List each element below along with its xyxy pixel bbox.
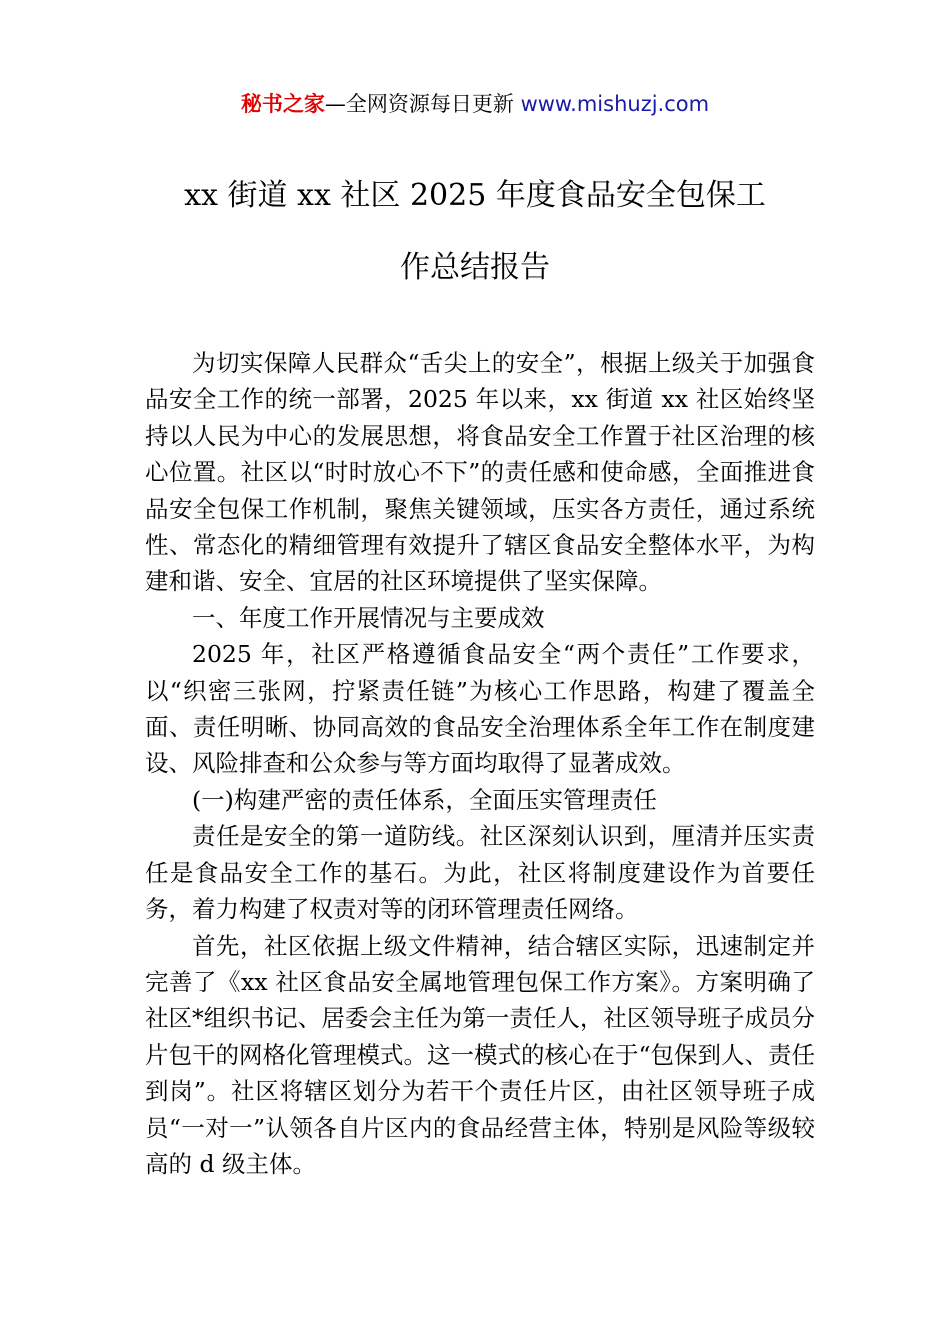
intro-paragraph: 为切实保障人民群众“舌尖上的安全”，根据上级关于加强食品安全工作的统一部署，2025 年以来，xx 街道 xx 社区始终坚持以人民为中心的发展思想，将食品安全工作置于社区治理的核心位置。社区以“时时放心不下”的责任感和使命感，全面推进食品安全包保工作机制，聚焦关键领域，压实各方责任，通过系统性、常态化的精细管理有效提升了辖区食品安全整体水平，为构建和谐、安全、宜居的社区环境提供了坚实保障。: [145, 349, 815, 596]
subsection-1-paragraph-2: 首先，社区依据上级文件精神，结合辖区实际，迅速制定并完善了《xx 社区食品安全属地管理包保工作方案》。方案明确了社区*组织书记、居委会主任为第一责任人，社区领导班子成员分片包干的网格化管理模式。这一模式的核心在于“包保到人、责任到岗”。社区将辖区划分为若干个责任片区，由社区领导班子成员“一对一”认领各自片区内的食品经营主体，特别是风险等级较高的 d 级主体。: [145, 931, 816, 1178]
document-title: [145, 160, 805, 304]
title-line-1: xx 街道 xx 社区 2025 年度食品安全包保工: [184, 178, 766, 213]
subsection-1-paragraph-1: 责任是安全的第一道防线。社区深刻认识到，厘清并压实责任是食品安全工作的基石。为此，社区将制度建设作为首要任务，着力构建了权责对等的闭环管理责任网络。: [145, 822, 815, 924]
section-1-paragraph: 2025 年，社区严格遵循食品安全“两个责任”工作要求，以“织密三张网，拧紧责任链”为核心工作思路，构建了覆盖全面、责任明晰、协同高效的食品安全治理体系全年工作在制度建设、风险排查和公众参与等方面均取得了显著成效。: [145, 640, 815, 778]
subsection-heading-1: (一)构建严密的责任体系，全面压实管理责任: [192, 785, 657, 814]
site-url-link[interactable]: www.mishuzj.com: [520, 92, 710, 116]
header-slogan: —全网资源每日更新: [324, 92, 521, 116]
site-header: [0, 88, 950, 120]
brand-name: 秘书之家: [240, 92, 325, 116]
section-heading-1: 一、年度工作开展情况与主要成效: [192, 603, 545, 632]
document-body: [145, 345, 815, 1182]
title-line-2: 作总结报告: [400, 250, 550, 285]
